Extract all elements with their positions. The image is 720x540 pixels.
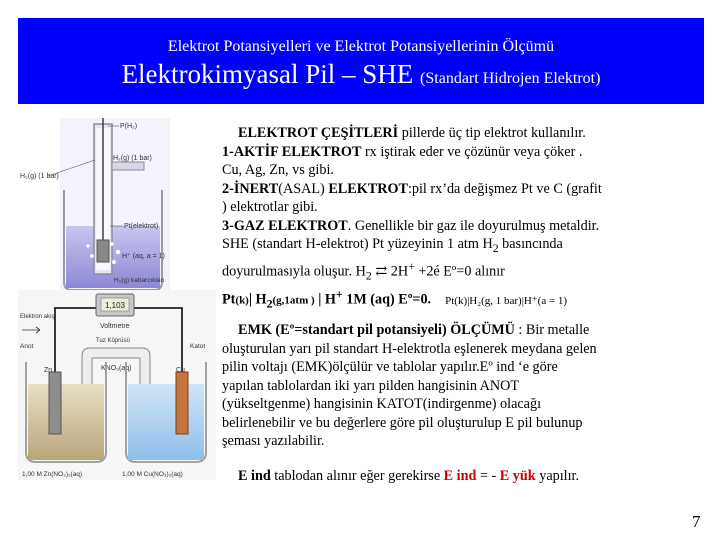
text-line: belirlenebilir ve bu değerlere göre pil oluşturulup E pil bulunup bbox=[222, 414, 583, 431]
text-line: şeması yazılabilir. bbox=[222, 433, 325, 449]
anode-label: Anot bbox=[20, 343, 34, 350]
she-bubble-label: H₂(g) kabarcıkları bbox=[114, 277, 165, 284]
electron-flow-label: Elektron akışı bbox=[20, 314, 57, 320]
bubble bbox=[112, 260, 116, 264]
zn-label: Zn bbox=[44, 367, 53, 374]
bubble bbox=[116, 250, 120, 254]
solution-left bbox=[28, 384, 104, 460]
paragraph-electrode-types bbox=[222, 124, 702, 313]
galvanic-cell bbox=[18, 290, 216, 480]
right-solution-label: 1,00 M Cu(NO₃)₂(aq) bbox=[122, 471, 183, 478]
text-line: ELEKTROT ÇEŞİTLERİ pillerde üç tip elektrot kullanılır. bbox=[238, 125, 586, 141]
she-gas-label: H₂(g) (1 bar) bbox=[113, 155, 152, 162]
text-line: (yükseltgenme) hangisinin KATOT(indirgenme) olacağı bbox=[222, 396, 542, 412]
kno3-label: KNO₃(aq) bbox=[101, 365, 132, 372]
bubble bbox=[90, 254, 94, 258]
text-line: EMK (Eº=standart pil potansiyeli) ÖLÇÜMÜ : Bir metalle bbox=[238, 322, 590, 338]
text-line: 3-GAZ ELEKTROT. Genellikle bir gaz ile doyurulmuş metaldir. bbox=[222, 217, 600, 234]
solution-right bbox=[128, 384, 204, 460]
text-line: Cu, Ag, Zn, vs gibi. bbox=[222, 162, 334, 178]
text-line: E ind tablodan alınır eğer gerekirse E ind = - E yük yapılır. bbox=[238, 468, 580, 484]
she-pt-electrode bbox=[97, 240, 109, 262]
she-apparatus bbox=[20, 118, 170, 290]
text-line: yapılan tablolardan iki yarı pilden hangisinin ANOT bbox=[222, 377, 520, 394]
bubble bbox=[86, 244, 89, 247]
text-line: 1-AKTİF ELEKTROT rx iştirak eder ve çözünür veya çöker . bbox=[222, 143, 583, 160]
she-notation-line: Pt(k)| $H_2(g,1atm$ ) | H+ 1M (aq) Eº=0. Pt(k)|H₂(g, 1 bar)|H⁺(a = 1) bbox=[222, 287, 568, 311]
text-line: oluşturulan yarı pil standart H-elektrotla eşlenerek meydana gelen bbox=[222, 340, 597, 357]
slide-title-main: Elektrokimyasal Pil – SHE bbox=[121, 59, 421, 89]
slide-title-paren: (Standart Hidrojen Elektrot) bbox=[420, 70, 601, 87]
cu-label: Cu bbox=[176, 367, 185, 374]
cu-electrode bbox=[176, 372, 188, 434]
voltmeter-reading: 1,103 bbox=[104, 301, 126, 310]
voltmeter-label: Voltmetre bbox=[100, 323, 130, 330]
page-number: 7 bbox=[692, 512, 701, 531]
paragraph-emk-measurement bbox=[222, 321, 702, 451]
zn-electrode bbox=[49, 372, 61, 434]
text-line: SHE (standart H-elektrot) Pt yüzeyinin 1 atm $H_2$ basıncında bbox=[222, 236, 563, 255]
she-pt-label: Pt(elektrot) bbox=[124, 223, 159, 230]
cathode-label: Katot bbox=[190, 343, 206, 350]
paragraph-e-ind-note bbox=[222, 467, 702, 486]
left-solution-label: 1,00 M Zn(NO₃)₂(aq) bbox=[22, 471, 83, 478]
slide-subtitle: Elektrot Potansiyelleri ve Elektrot Potansiyellerinin Ölçümü bbox=[167, 38, 555, 55]
she-gas-inlet bbox=[112, 162, 144, 170]
text-line: 2-İNERT(ASAL) ELEKTROT:pil rx’da değişmez Pt ve C (grafit bbox=[222, 180, 602, 197]
she-h-label: H⁺ (aq, a = 1) bbox=[122, 253, 165, 260]
text-line: ) elektrotlar gibi. bbox=[222, 199, 318, 215]
she-gas-label-left: H₂(g) (1 bar) bbox=[20, 173, 59, 180]
she-p-label: P(H₂) bbox=[120, 123, 138, 130]
text-line: pilin voltajı (EMK)ölçülür ve tablolar yapılır.Eº ind ‘e göre bbox=[222, 359, 558, 375]
salt-bridge-label: Tuz Köprüsü bbox=[96, 338, 130, 344]
text-line: doyurulmasıyla oluşur. $H_2$ ⇄ 2H+ +2é Eº=0 alınır bbox=[222, 259, 505, 283]
bubble bbox=[110, 242, 114, 246]
